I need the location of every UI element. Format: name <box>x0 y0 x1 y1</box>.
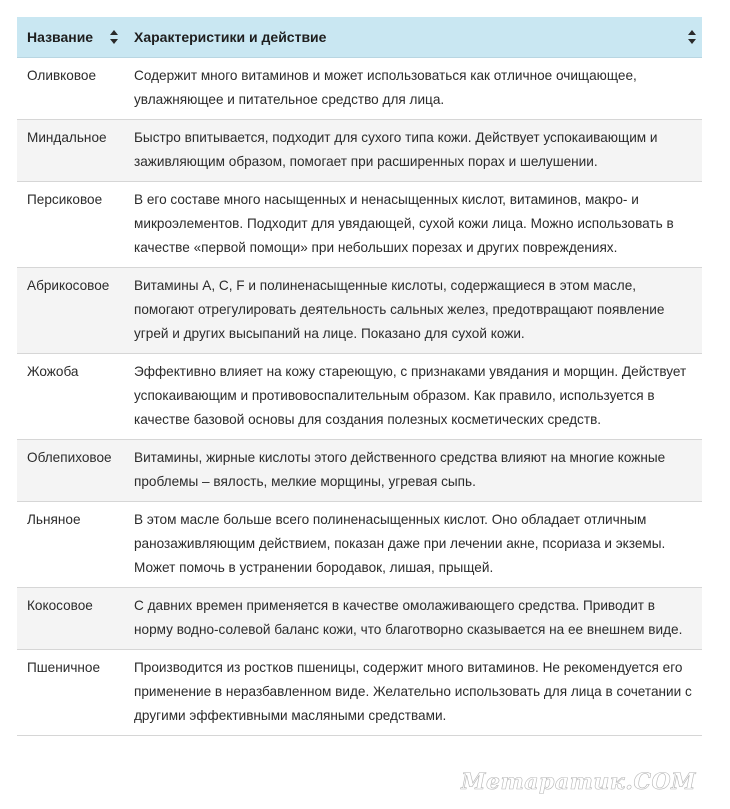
oil-name: Абрикосовое <box>17 268 124 354</box>
oils-table <box>17 17 702 736</box>
table-body <box>17 58 702 736</box>
oil-description: В его составе много насыщенных и ненасыщенных кислот, витаминов, макро- и микроэлементов. Подходит для увядающей, сухой кожи лица. Можно использовать в качестве «первой помощи» при небольших порезах и других повреждениях. <box>124 182 702 268</box>
table-header <box>17 17 702 58</box>
oil-name: Жожоба <box>17 354 124 440</box>
oils-table-container <box>17 17 702 736</box>
column-header-description[interactable] <box>124 17 702 58</box>
oil-name: Оливковое <box>17 58 124 120</box>
header-row <box>17 17 702 58</box>
oil-name: Персиковое <box>17 182 124 268</box>
table-row <box>17 354 702 440</box>
sort-icon[interactable] <box>688 30 696 44</box>
oil-name: Кокосовое <box>17 588 124 650</box>
sort-icon[interactable] <box>110 30 118 44</box>
table-row <box>17 650 702 736</box>
oil-name: Облепиховое <box>17 440 124 502</box>
table-row <box>17 182 702 268</box>
column-header-description-label: Характеристики и действие <box>134 29 327 45</box>
oil-name: Льняное <box>17 502 124 588</box>
table-row <box>17 120 702 182</box>
oil-description: Содержит много витаминов и может использоваться как отличное очищающее, увлажняющее и питательное средство для лица. <box>124 58 702 120</box>
table-row <box>17 58 702 120</box>
column-header-name-label: Название <box>27 29 94 45</box>
table-row <box>17 502 702 588</box>
oil-description: Быстро впитывается, подходит для сухого типа кожи. Действует успокаивающим и заживляющим образом, помогает при расширенных порах и шелушении. <box>124 120 702 182</box>
oil-description: Витамины, жирные кислоты этого действенного средства влияют на многие кожные проблемы – вялость, мелкие морщины, угревая сыпь. <box>124 440 702 502</box>
table-row <box>17 268 702 354</box>
oil-name: Миндальное <box>17 120 124 182</box>
table-row <box>17 440 702 502</box>
column-header-name[interactable] <box>17 17 124 58</box>
oil-description: Производится из ростков пшеницы, содержит много витаминов. Не рекомендуется его применение в неразбавленном виде. Желательно использовать для лица в сочетании с другими эффективными масляными средствами. <box>124 650 702 736</box>
site-watermark: Метаратик.СОМ <box>461 769 696 795</box>
oil-name: Пшеничное <box>17 650 124 736</box>
oil-description: В этом масле больше всего полиненасыщенных кислот. Оно обладает отличным ранозаживляющим действием, показан даже при лечении акне, псориаза и экземы. Может помочь в устранении бородавок, лишая, прыщей. <box>124 502 702 588</box>
oil-description: С давних времен применяется в качестве омолаживающего средства. Приводит в норму водно-солевой баланс кожи, что благотворно сказывается на ее внешнем виде. <box>124 588 702 650</box>
table-row <box>17 588 702 650</box>
oil-description: Эффективно влияет на кожу стареющую, с признаками увядания и морщин. Действует успокаивающим и противовоспалительным образом. Как правило, используется в качестве базовой основы для создания полезных косметических средств. <box>124 354 702 440</box>
oil-description: Витамины А, С, F и полиненасыщенные кислоты, содержащиеся в этом масле, помогают отрегулировать деятельность сальных желез, предотвращают появление угрей и других высыпаний на лице. Показано для сухой кожи. <box>124 268 702 354</box>
